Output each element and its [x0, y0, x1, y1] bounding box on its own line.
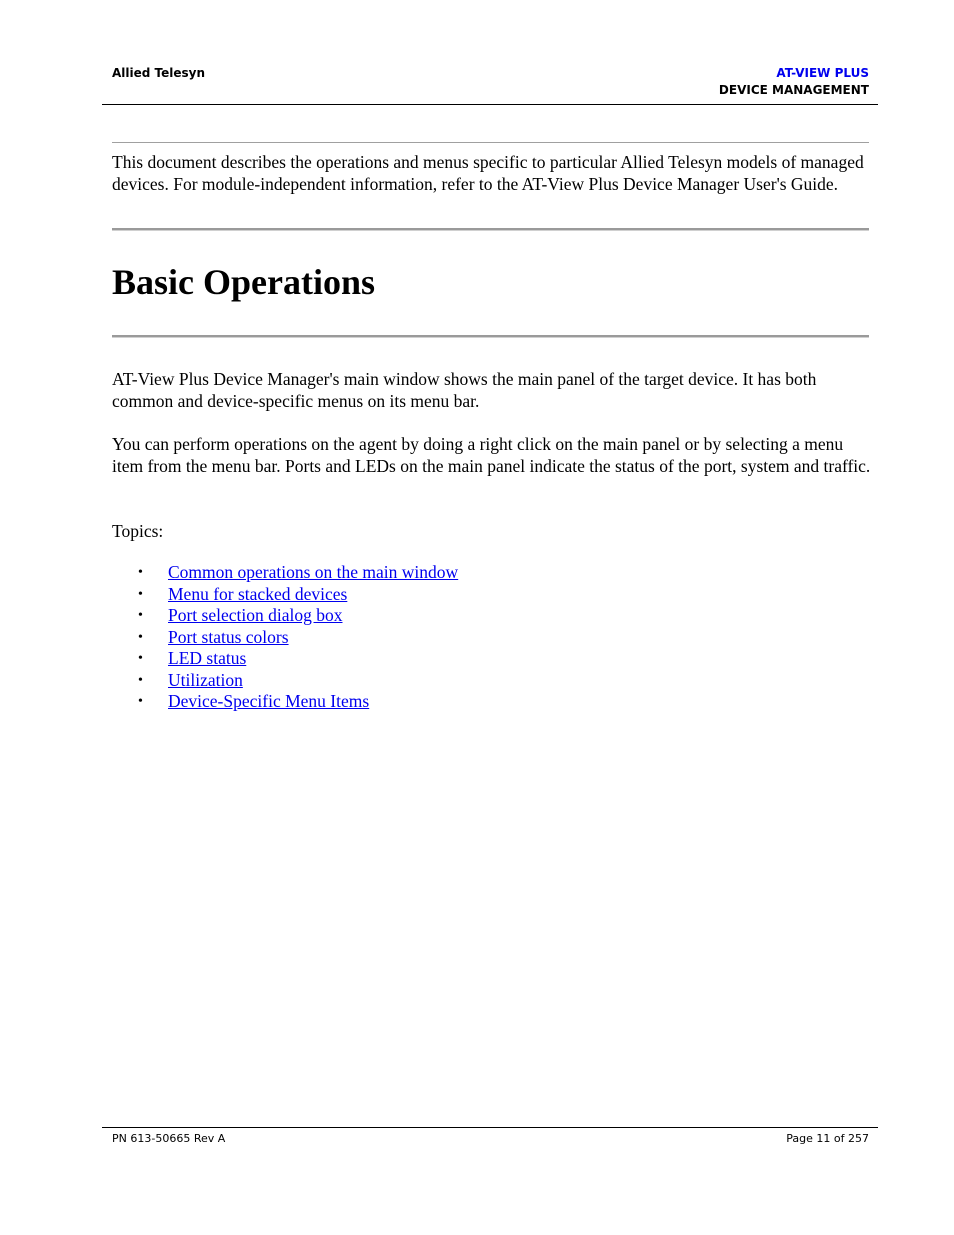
footer-divider — [102, 1127, 878, 1128]
list-item — [112, 562, 458, 584]
paragraph-operations: You can perform operations on the agent by doing a right click on the main panel or by selecting a menu item from the menu bar. Ports and LEDs on the main panel indicate the status of the port, system and traffic. — [112, 434, 871, 476]
list-item — [112, 605, 458, 627]
bullet-icon: • — [138, 629, 143, 645]
header-divider — [102, 104, 878, 105]
list-item — [112, 670, 458, 692]
footer-part-number: PN 613-50665 Rev A — [112, 1132, 226, 1145]
header-section: DEVICE MANAGEMENT — [718, 83, 869, 97]
intro-paragraph: This document describes the operations and menus specific to particular Allied Telesyn models of managed devices. For module-independent information, refer to the AT-View Plus Device Manager User's Guide. — [112, 152, 864, 194]
bullet-icon: • — [138, 586, 143, 602]
link-stacked-devices[interactable]: Menu for stacked devices — [168, 583, 348, 604]
link-port-status-colors[interactable]: Port status colors — [168, 626, 289, 647]
bullet-icon: • — [138, 608, 143, 623]
intro-top-divider — [112, 142, 869, 143]
link-utilization[interactable]: Utilization — [168, 669, 243, 690]
bullet-icon: • — [138, 565, 143, 580]
paragraph-main-window: AT-View Plus Device Manager's main window shows the main panel of the target device. It has both common and device-specific menus on its menu bar. — [112, 369, 817, 411]
bullet-icon: • — [138, 651, 143, 666]
title-divider — [112, 335, 869, 338]
list-item — [112, 627, 458, 649]
list-item — [112, 691, 458, 713]
bullet-icon: • — [138, 694, 143, 709]
list-item — [112, 584, 458, 606]
topics-list — [112, 562, 458, 713]
link-led-status[interactable]: LED status — [168, 648, 247, 668]
link-common-operations[interactable]: Common operations on the main window — [168, 562, 459, 582]
bullet-icon: • — [138, 672, 143, 688]
list-item — [112, 648, 458, 670]
header-product: AT-VIEW PLUS — [776, 66, 869, 80]
link-device-specific-menu[interactable]: Device-Specific Menu Items — [168, 691, 370, 711]
paragraph-topics-label: Topics: — [112, 521, 164, 541]
intro-bottom-divider — [112, 228, 869, 231]
link-port-selection[interactable]: Port selection dialog box — [168, 605, 343, 625]
page-title: Basic Operations — [112, 262, 376, 302]
footer-page-number: Page 11 of 257 — [786, 1132, 869, 1145]
header-company: Allied Telesyn — [112, 66, 206, 80]
